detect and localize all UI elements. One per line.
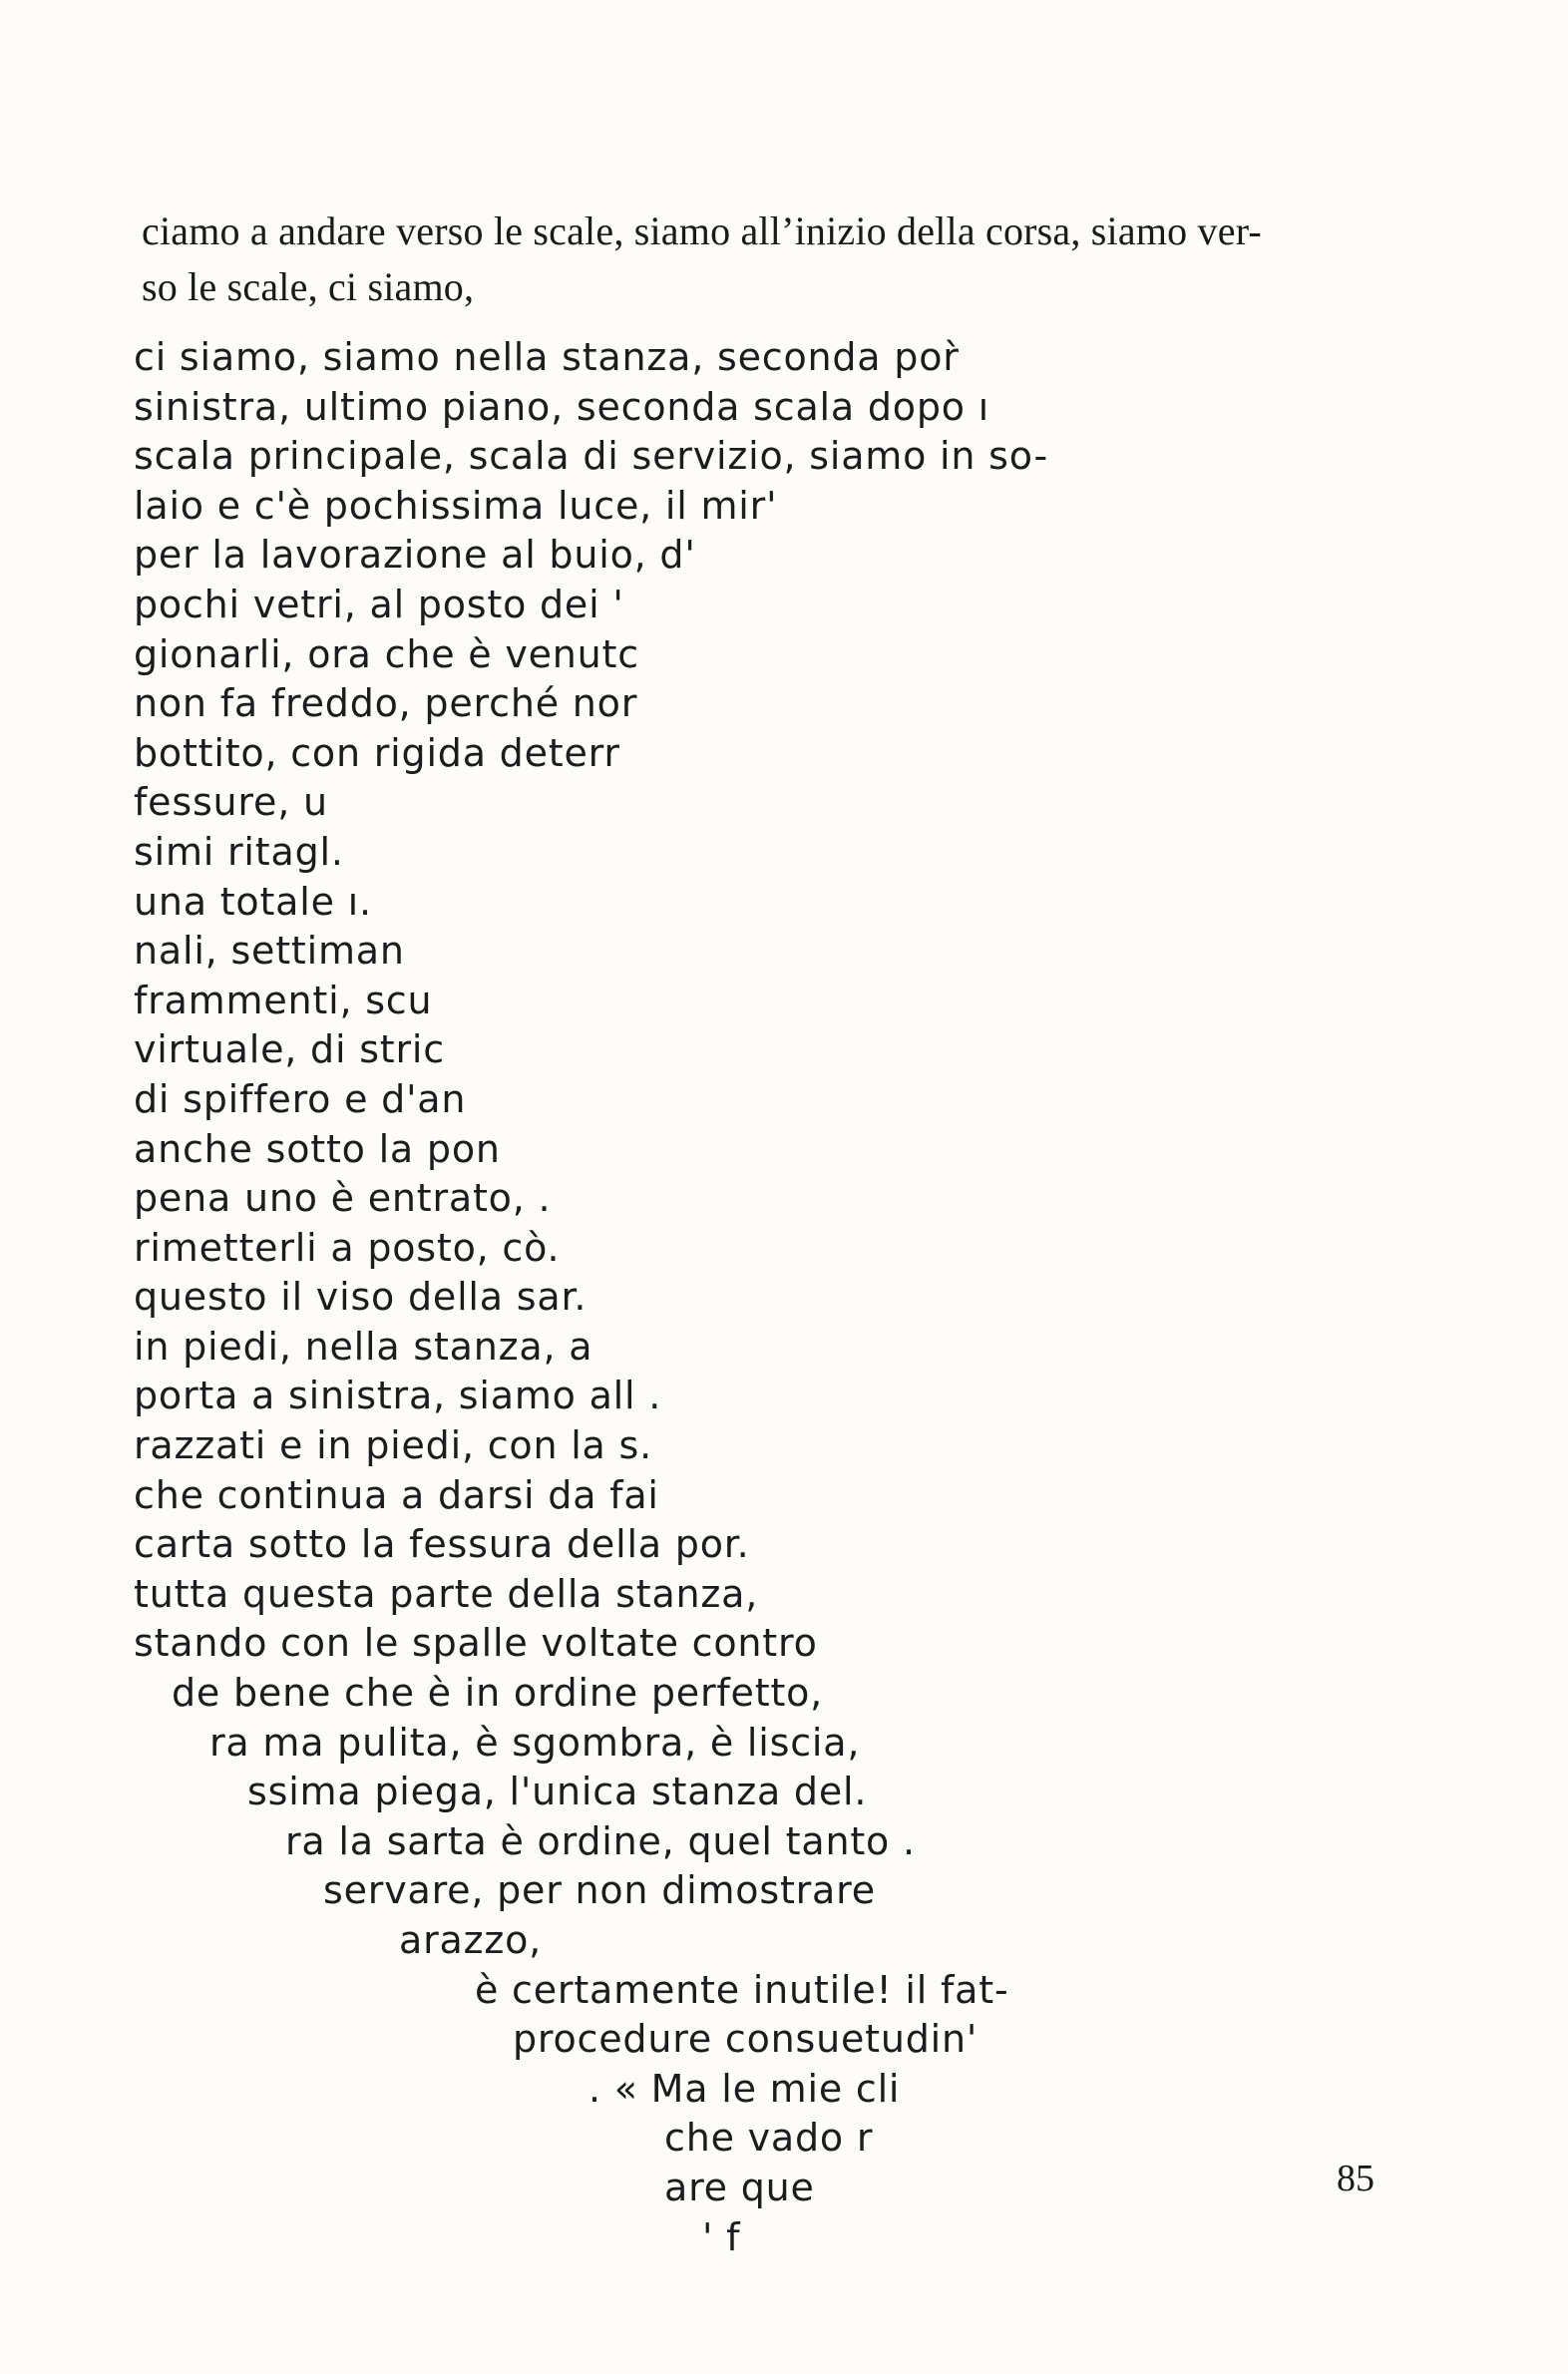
typed-line: razzati e in piedi, con la s. — [134, 1423, 653, 1468]
typed-line: una totale ı. — [134, 879, 372, 924]
typed-line: pochi vetri, al posto dei ' — [134, 582, 624, 626]
typed-line: procedure consuetudin' — [513, 2017, 979, 2062]
typed-line: laio e c'è pochissima luce, il mir' — [134, 483, 778, 528]
typed-line: anche sotto la pon — [134, 1126, 501, 1171]
typed-line: porta a sinistra, siamo all . — [134, 1374, 662, 1418]
typed-line: sinistra, ultimo piano, seconda scala dopo ı — [134, 384, 990, 429]
typed-line: non fa freddo, perché nor — [134, 681, 638, 726]
typed-line: per la lavorazione al buio, d' — [134, 533, 696, 578]
typed-line: è certamente inutile! il fat- — [475, 1967, 1009, 2012]
prose-paragraph — [142, 203, 1398, 315]
typed-line: are que — [664, 2165, 815, 2209]
typewritten-fragment — [134, 333, 1048, 2262]
page-number: 85 — [1337, 2158, 1374, 2199]
typed-line: ra ma pulita, è sgombra, è liscia, — [209, 1720, 861, 1765]
typed-line: . « Ma le mie cli — [588, 2066, 901, 2111]
typed-line: pena uno è entrato, . — [134, 1176, 552, 1221]
typed-line: virtuale, di stric — [134, 1027, 445, 1072]
typed-line: in piedi, nella stanza, a — [134, 1324, 593, 1369]
typed-line: che vado r — [664, 2116, 874, 2161]
prose-line-2: so le scale, ci siamo, — [142, 264, 475, 309]
typed-line: frammenti, scu — [134, 978, 433, 1022]
typed-line: bottito, con rigida deterr — [134, 730, 620, 775]
typed-line: gionarli, ora che è venutc — [134, 631, 639, 676]
typed-line: questo il viso della sar. — [134, 1275, 588, 1320]
typed-line: ci siamo, siamo nella stanza, seconda por̀ — [134, 335, 960, 379]
typed-line: che continua a darsi da fai — [134, 1472, 659, 1517]
typed-line: nali, settiman — [134, 929, 405, 974]
typed-line: ra la sarta è ordine, quel tanto . — [285, 1818, 916, 1863]
typed-line: di spiffero e d'an — [134, 1076, 467, 1121]
typed-line: tutta questa parte della stanza, — [134, 1571, 759, 1616]
typed-line: simi ritagl. — [134, 829, 344, 874]
typed-line: stando con le spalle voltate contro — [134, 1621, 818, 1666]
typed-line: arazzo, — [399, 1918, 543, 1962]
typed-line: de bene che è in ordine perfetto, — [172, 1671, 824, 1716]
typed-line: carta sotto la fessura della por. — [134, 1522, 750, 1567]
typed-line: servare, per non dimostrare — [323, 1868, 876, 1913]
typed-line: ' f — [702, 2214, 741, 2259]
typed-line: fessure, u — [134, 780, 328, 825]
typed-line: ssima piega, l'unica stanza del. — [247, 1770, 868, 1814]
prose-line-1: ciamo a andare verso le scale, siamo all’inizio della corsa, siamo ver- — [142, 208, 1262, 253]
typed-line: scala principale, scala di servizio, siamo in so- — [134, 434, 1049, 479]
typed-line: rimetterli a posto, cò. — [134, 1225, 561, 1270]
